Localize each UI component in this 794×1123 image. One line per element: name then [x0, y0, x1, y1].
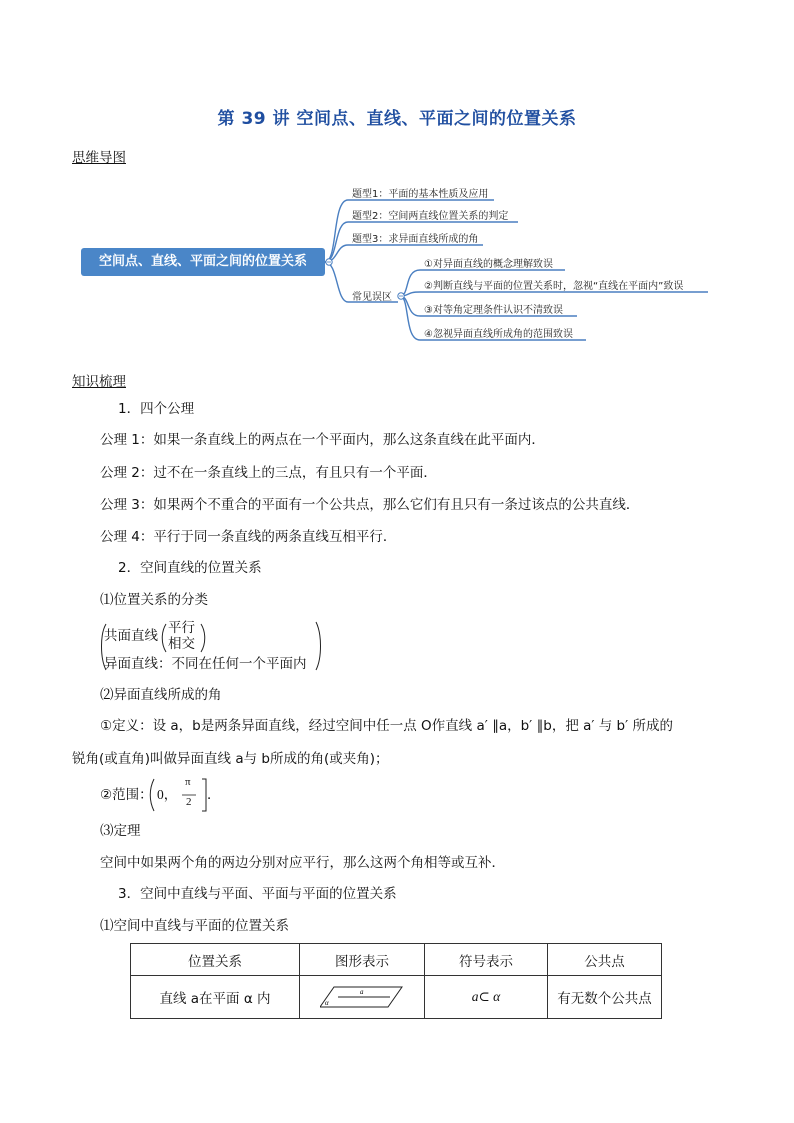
table-header-cell: 位置关系 [131, 944, 300, 976]
subsection-2-3: ⑶定理 [100, 823, 141, 839]
table-cell-symbol: a⊂ α [425, 976, 548, 1019]
table-header-row [131, 944, 662, 976]
range-label: ②范围： [100, 787, 153, 803]
mindmap-pitfall-4: ④忽视异面直线所成角的范围致误 [424, 329, 573, 340]
axiom-3: 公理 3：如果两个不重合的平面有一个公共点，那么它们有且只有一条过该点的公共直线． [100, 497, 640, 513]
mindmap-heading: 思维导图 [72, 150, 126, 166]
range-numerator: π [185, 776, 191, 788]
mindmap-branch-2: 题型2：空间两直线位置关系的判定 [352, 211, 509, 222]
definition-line-2: 锐角(或直角)叫做异面直线 a与 b所成的角(或夹角)； [72, 751, 389, 767]
table-header-cell: 符号表示 [425, 944, 548, 976]
table-cell-figure [300, 976, 425, 1019]
definition-line-1: ①定义：设 a，b是两条异面直线，经过空间中任一点 O作直线 a′ ∥a，b′ ∥b，把 a′ 与 b′ 所成的 [100, 718, 673, 734]
mindmap-pitfall-3: ③对等角定理条件认识不清致误 [424, 305, 563, 316]
table-row [131, 976, 662, 1019]
knowledge-heading: 知识梳理 [72, 374, 126, 390]
mindmap-pitfall-2: ②判断直线与平面的位置关系时，忽视“直线在平面内”致误 [424, 281, 684, 292]
subsection-2-2: ⑵异面直线所成的角 [100, 687, 222, 703]
line-in-plane-figure [320, 985, 404, 1009]
section-3-heading: 3．空间中直线与平面、平面与平面的位置关系 [118, 886, 397, 902]
subsection-3-1: ⑴空间中直线与平面的位置关系 [100, 918, 289, 934]
intersect-label: 相交 [168, 636, 195, 652]
mindmap-connectors [0, 0, 794, 400]
mindmap-branch-3: 题型3：求异面直线所成的角 [352, 234, 479, 245]
skew-lines-label: 异面直线：不同在任何一个平面内 [104, 656, 307, 672]
table-header-cell: 公共点 [548, 944, 662, 976]
range-denominator: 2 [186, 796, 192, 808]
page-title: 第 39 讲 空间点、直线、平面之间的位置关系 [217, 109, 577, 129]
mindmap-branch-4: 常见误区 [352, 292, 392, 303]
mindmap-branch-1: 题型1：平面的基本性质及应用 [352, 189, 489, 200]
axiom-1: 公理 1：如果一条直线上的两点在一个平面内，那么这条直线在此平面内． [100, 432, 545, 448]
range-close: ． [207, 787, 221, 803]
table-header-cell: 图形表示 [300, 944, 425, 976]
parallel-label: 平行 [168, 620, 195, 636]
section-2-heading: 2．空间直线的位置关系 [118, 560, 262, 576]
range-open: 0， [157, 787, 178, 802]
subsection-2-1: ⑴位置关系的分类 [100, 592, 208, 608]
line-plane-relation-table [130, 943, 662, 1019]
mindmap-central-node: 空间点、直线、平面之间的位置关系 [81, 248, 325, 276]
table-cell-common-points: 有无数个公共点 [548, 976, 662, 1019]
section-1-heading: 1．四个公理 [118, 401, 195, 417]
axiom-4: 公理 4：平行于同一条直线的两条直线互相平行． [100, 529, 397, 545]
figure-label-plane: α [325, 999, 329, 1007]
theorem-text: 空间中如果两个角的两边分别对应平行，那么这两个角相等或互补． [100, 855, 505, 871]
mindmap-pitfall-1: ①对异面直线的概念理解致误 [424, 259, 553, 270]
axiom-2: 公理 2：过不在一条直线上的三点，有且只有一个平面． [100, 465, 437, 481]
figure-label-line: a [360, 988, 364, 996]
coplanar-lines-label: 共面直线 [104, 628, 158, 644]
table-cell-relation: 直线 a在平面 α 内 [131, 976, 300, 1019]
